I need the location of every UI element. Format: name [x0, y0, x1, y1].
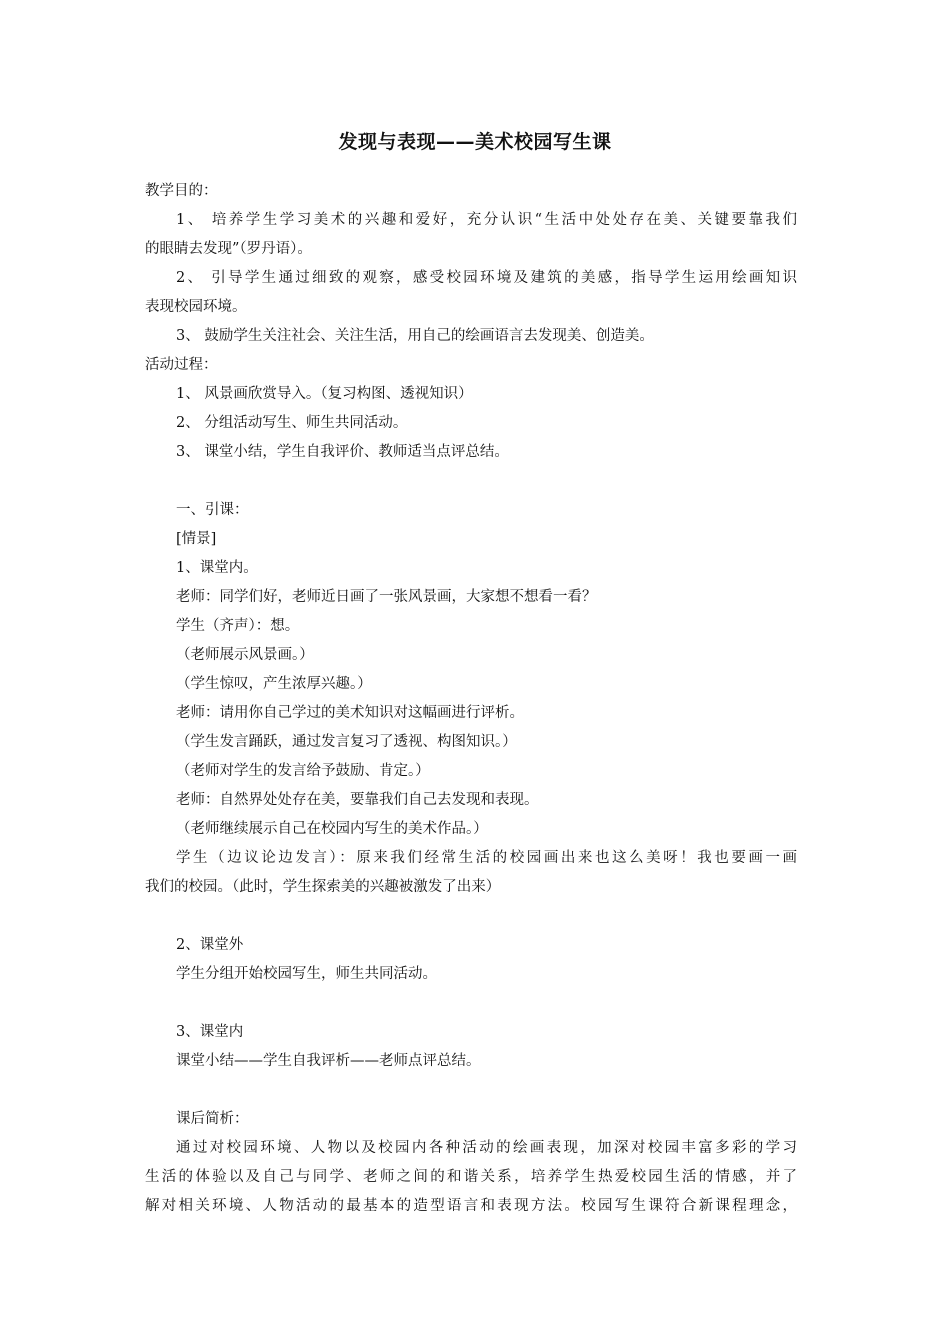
scene-tag: [情景]	[176, 531, 217, 547]
objectives-heading: 教学目的：	[145, 183, 218, 199]
analysis-heading: 课后简析：	[176, 1111, 249, 1127]
dialogue-line: （老师继续展示自己在校园内写生的美术作品。）	[176, 821, 488, 837]
part-2-heading: 2、课堂外	[176, 937, 244, 953]
intro-heading: 一、引课：	[176, 502, 249, 518]
part-3-text: 课堂小结——学生自我评析——老师点评总结。	[176, 1053, 481, 1069]
dialogue-line: （老师展示风景画。）	[176, 647, 314, 663]
objective-2-line-1: 2、 引导学生通过细致的观察，感受校园环境及建筑的美感，指导学生运用绘画知识	[176, 270, 797, 286]
document-title: 发现与表现——美术校园写生课	[338, 131, 612, 153]
part-3-heading: 3、课堂内	[176, 1024, 244, 1040]
dialogue-line: 老师：请用你自己学过的美术知识对这幅画进行评析。	[176, 705, 524, 721]
process-item-2: 2、 分组活动写生、师生共同活动。	[176, 415, 408, 431]
objective-1-line-1: 1、 培养学生学习美术的兴趣和爱好，充分认识“生活中处处存在美、关键要靠我们	[176, 212, 797, 228]
objective-2-line-2: 表现校园环境。	[145, 299, 247, 315]
objective-1-line-2: 的眼睛去发现”（罗丹语）。	[145, 241, 312, 257]
process-item-1: 1、 风景画欣赏导入。（复习构图、透视知识）	[176, 386, 473, 402]
dialogue-line: 老师：同学们好，老师近日画了一张风景画，大家想不想看一看？	[176, 589, 597, 605]
objective-3: 3、 鼓励学生关注社会、关注生活，用自己的绘画语言去发现美、创造美。	[176, 328, 654, 344]
dialogue-line: 学生（齐声）：想。	[176, 618, 300, 634]
dialogue-line: 老师：自然界处处存在美，要靠我们自己去发现和表现。	[176, 792, 539, 808]
analysis-line-2: 生活的体验以及自己与同学、老师之间的和谐关系，培养学生热爱校园生活的情感，并了	[145, 1169, 797, 1185]
process-heading: 活动过程：	[145, 357, 218, 373]
part-2-text: 学生分组开始校园写生，师生共同活动。	[176, 966, 437, 982]
analysis-line-1: 通过对校园环境、人物以及校园内各种活动的绘画表现，加深对校园丰富多彩的学习	[176, 1140, 797, 1156]
dialogue-line: （学生惊叹，产生浓厚兴趣。）	[176, 676, 372, 692]
dialogue-line: （老师对学生的发言给予鼓励、肯定。）	[176, 763, 430, 779]
dialogue-line: （学生发言踊跃，通过发言复习了透视、构图知识。）	[176, 734, 517, 750]
dialogue-line: 我们的校园。（此时，学生探索美的兴趣被激发了出来）	[145, 879, 501, 895]
analysis-line-3: 解对相关环境、人物活动的最基本的造型语言和表现方法。校园写生课符合新课程理念，	[145, 1198, 797, 1214]
process-item-3: 3、 课堂小结，学生自我评价、教师适当点评总结。	[176, 444, 509, 460]
part-1-heading: 1、课堂内。	[176, 560, 258, 576]
dialogue-line: 学生（边议论边发言）：原来我们经常生活的校园画出来也这么美呀！我也要画一画	[176, 850, 797, 866]
